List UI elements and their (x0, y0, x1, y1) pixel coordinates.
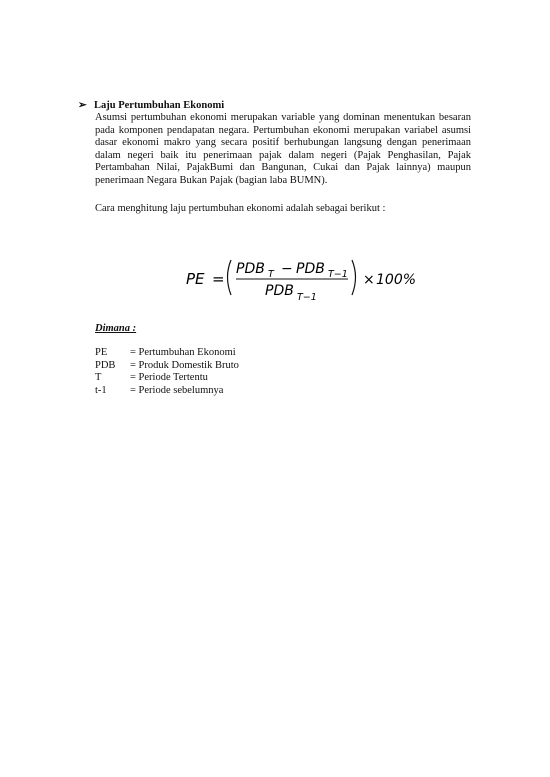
formula-denominator-sub: T−1 (297, 292, 317, 303)
definition-row (95, 372, 239, 385)
formula-numerator-a-sub: T (268, 269, 274, 280)
formula-numerator-b-sub: T−1 (328, 269, 348, 280)
definition-row (95, 360, 239, 373)
formula-numerator-a: PDB (236, 261, 265, 277)
definition-text: = Periode sebelumnya (130, 384, 224, 396)
formula-equals: = (212, 270, 225, 288)
formula-numerator-b: PDB (296, 261, 325, 277)
section-heading (78, 99, 224, 112)
definition-text: = Produk Domestik Bruto (130, 359, 239, 371)
section-title: Laju Pertumbuhan Ekonomi (94, 100, 225, 111)
growth-formula (186, 257, 426, 317)
definition-text: = Periode Tertentu (130, 372, 208, 384)
formula-percent: 100% (376, 272, 417, 288)
formula-lhs: PE (186, 270, 205, 288)
definition-text: = Pertumbuhan Ekonomi (130, 347, 236, 358)
right-paren (352, 260, 356, 295)
definition-term: T (95, 372, 102, 384)
definition-term: PDB (95, 359, 116, 371)
dimana-label: Dimana : (95, 323, 137, 334)
arrow-bullet-icon: ➢ (78, 100, 87, 111)
definition-term: t-1 (95, 384, 107, 396)
paragraph-description: Asumsi pertumbuhan ekonomi merupakan variable yang dominan menentukan besaran pada komponen pendapatan negara. Pertumbuhan ekonomi merupakan variabel asumsi dasar ekonomi makro yang secara positif berhubungan langsung dengan penerimaan dalam negeri baik itu penerimaan pajak dalam negeri (Pajak Penghasilan, Pajak Pertambahan Nilai, PajakBumi dan Bangunan, Cukai dan Pajak lainnya) maupun penerimaan Negara Bukan Pajak (bagian laba BUMN). (95, 112, 471, 186)
formula-times: × (363, 272, 375, 288)
definition-row (95, 385, 239, 398)
definition-term: PE (95, 347, 108, 358)
paragraph-method: Cara menghitung laju pertumbuhan ekonomi adalah sebagai berikut : (95, 203, 386, 214)
formula-minus: − (281, 261, 293, 277)
definition-row (95, 347, 239, 360)
formula-denominator: PDB (265, 283, 294, 299)
left-paren (228, 260, 232, 295)
definitions-list (95, 347, 239, 397)
